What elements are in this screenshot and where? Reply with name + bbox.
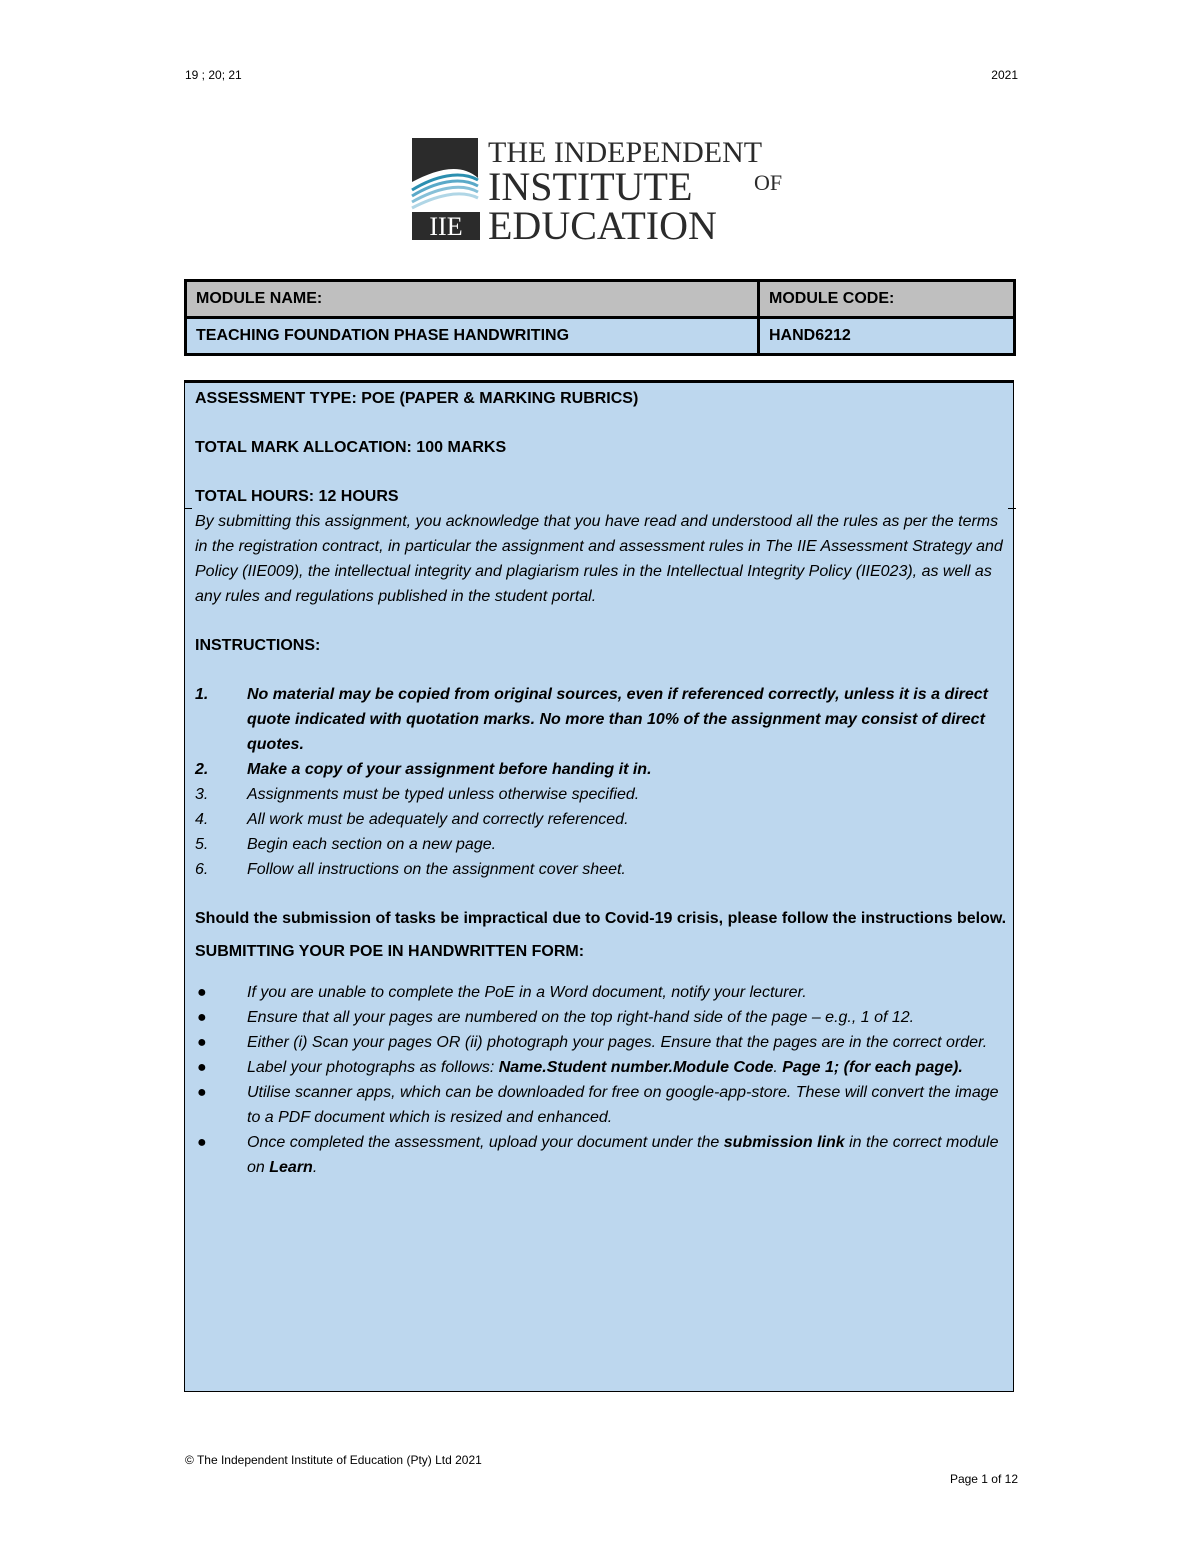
- bullet-icon: ●: [197, 1084, 207, 1101]
- handwritten-bullets: [195, 980, 1007, 1180]
- logo-line-2: INSTITUTE: [488, 164, 693, 209]
- instruction-item: 3. Assignments must be typed unless otherwise specified.: [195, 786, 640, 803]
- bullet-icon: ●: [197, 984, 207, 1001]
- bullet-item: ● Once completed the assessment, upload your document under the submission link in the correct module on Learn.: [195, 1130, 1007, 1180]
- logo-line-1: THE INDEPENDENT: [488, 136, 763, 169]
- module-name-value: TEACHING FOUNDATION PHASE HANDWRITING: [186, 318, 759, 355]
- footer-page-number: Page 1 of 12: [949, 1472, 1018, 1486]
- covid-note: Should the submission of tasks be impractical due to Covid-19 crisis, please follow the instructions below.: [195, 910, 1007, 927]
- footer-copyright: © The Independent Institute of Education (Pty) Ltd 2021: [185, 1453, 482, 1467]
- divider-tick-left: [184, 508, 192, 509]
- instructions-list: [195, 682, 1007, 882]
- total-hours: TOTAL HOURS: 12 HOURS: [195, 488, 399, 505]
- module-code-value: HAND6212: [759, 318, 1015, 355]
- instruction-item: 5. Begin each section on a new page.: [195, 836, 497, 853]
- instruction-item: 2. Make a copy of your assignment before handing it in.: [195, 761, 652, 778]
- bullet-item: ● If you are unable to complete the PoE in a Word document, notify your lecturer.: [195, 980, 1007, 1005]
- total-mark-allocation: TOTAL MARK ALLOCATION: 100 MARKS: [195, 439, 507, 456]
- instruction-item: 6. Follow all instructions on the assignment cover sheet.: [195, 861, 626, 878]
- assessment-type: ASSESSMENT TYPE: POE (PAPER & MARKING RUBRICS): [195, 390, 639, 407]
- header-year: 2021: [991, 68, 1018, 82]
- iie-logo: [410, 132, 790, 244]
- bullet-item: ● Utilise scanner apps, which can be downloaded for free on google-app-store. These will convert the image to a PDF document which is resized and enhanced.: [195, 1080, 1007, 1130]
- logo-badge: IIE: [429, 212, 463, 241]
- assessment-content: [195, 386, 1007, 1180]
- handwritten-heading: SUBMITTING YOUR POE IN HANDWRITTEN FORM:: [195, 943, 585, 960]
- instruction-item: 1. No material may be copied from original sources, even if referenced correctly, unless it is a direct quote indicated with quotation marks. No more than 10% of the assignment may consist of direct quotes.: [195, 686, 989, 753]
- logo-of: OF: [754, 170, 783, 195]
- logo-line-3: EDUCATION: [488, 203, 717, 244]
- module-table: [184, 279, 1016, 356]
- bullet-item: ● Either (i) Scan your pages OR (ii) photograph your pages. Ensure that the pages are in the correct order.: [195, 1030, 1007, 1055]
- module-code-label: MODULE CODE:: [759, 281, 1015, 318]
- bullet-icon: ●: [197, 1034, 207, 1051]
- module-name-label: MODULE NAME:: [186, 281, 759, 318]
- divider-tick-right: [1008, 508, 1016, 509]
- instruction-item: 4. All work must be adequately and correctly referenced.: [195, 811, 629, 828]
- bullet-icon: ●: [197, 1009, 207, 1026]
- bullet-item: ● Label your photographs as follows: Name.Student number.Module Code. Page 1; (for each page).: [195, 1055, 1007, 1080]
- acknowledgement-text: By submitting this assignment, you acknowledge that you have read and understood all the rules as per the terms in the registration contract, in particular the assignment and assessment rules in The IIE Assessment Strategy and Policy (IIE009), the intellectual integrity and plagiarism rules in the Intellectual Integrity Policy (IIE023), as well as any rules and regulations published in the student portal.: [195, 513, 1003, 605]
- bullet-item: ● Ensure that all your pages are numbered on the top right-hand side of the page – e.g., 1 of 12.: [195, 1005, 1007, 1030]
- header-left-text: 19 ; 20; 21: [185, 68, 242, 82]
- bullet-icon: ●: [197, 1059, 207, 1076]
- bullet-icon: ●: [197, 1134, 207, 1151]
- instructions-heading: INSTRUCTIONS:: [195, 637, 321, 654]
